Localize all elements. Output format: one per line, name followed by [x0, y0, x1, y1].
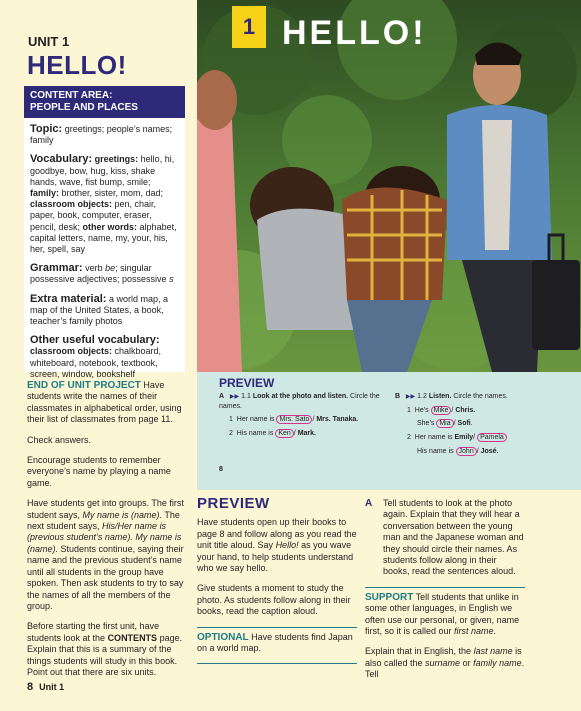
teacher-preview-title: PREVIEW [197, 495, 270, 512]
exercise-a-track: 1.1 [241, 393, 251, 400]
support-italic: first name [454, 626, 494, 637]
grammar-be: be [105, 263, 116, 274]
item-text: Her name is [414, 434, 453, 441]
exercise-b-item-2b [417, 447, 499, 456]
surname-note [365, 646, 525, 680]
circled-answer: Mia [436, 419, 453, 428]
circled-answer: Pamela [477, 433, 507, 442]
exercise-a-note-letter: A [365, 498, 373, 509]
photo-title: HELLO! [282, 14, 427, 52]
surname-italic-3: family name [473, 657, 522, 668]
surname-italic-1: last name [473, 646, 513, 657]
vocab-greetings: hello, hi, goodbye, bow, hug, kiss, shake hands, wave, fist bump, smile; [30, 154, 175, 187]
answer-option: Mrs. Tanaka. [316, 416, 359, 423]
page-footer [27, 681, 64, 693]
section-divider [197, 663, 357, 664]
separator: / [312, 416, 315, 423]
student-preview-title: PREVIEW [219, 376, 275, 390]
exercise-a-letter: A [219, 393, 225, 400]
item-text: Her name is [236, 416, 275, 423]
project-label: END OF UNIT PROJECT [27, 380, 141, 391]
vocab-family: brother, sister, mom, dad; [59, 188, 164, 199]
vocab-other: alphabet, capital letters, name, my, your, his, her, spell, say [30, 221, 177, 255]
name-game-intro: Encourage students to remember everyone’s name by playing a name game. [27, 455, 171, 488]
project-text: Have students write the names of their classmates in alphabetical order, using their list of classmates from page 11. [27, 380, 182, 425]
contents-text-1: Before starting the first unit, have students look at the [27, 621, 160, 643]
unit-title: HELLO! [27, 50, 127, 80]
audio-icon: ▶▶ [405, 394, 416, 400]
answer-option: Emily [454, 434, 474, 441]
grammar-entry [30, 263, 179, 285]
content-area-heading-line2: PEOPLE AND PLACES [30, 102, 138, 113]
content-area-heading [24, 86, 185, 118]
exercise-a-direction-tail: Circle the names. [219, 393, 380, 410]
vocab-classroom-label: classroom objects: [30, 199, 113, 210]
topic-entry [30, 124, 179, 146]
answer-option: Mark. [297, 430, 316, 437]
exercise-a-item-1 [229, 415, 358, 424]
circled-answer: Mrs. Sato [276, 415, 312, 424]
content-area-box [24, 86, 185, 379]
answer-option: Chris. [455, 407, 476, 414]
optional-text: Have students find Japan on a world map. [197, 631, 353, 654]
optional-label: OPTIONAL [197, 631, 249, 643]
support-label: SUPPORT [365, 591, 414, 603]
separator: / [473, 434, 476, 441]
preview-paragraph-2: Give students a moment to study the photo. As students follow along in their books, read the caption aloud. [197, 583, 351, 617]
exercise-b-item-1b [417, 419, 473, 428]
exercise-b-track: 1.2 [417, 393, 427, 400]
exercise-b-item-1 [407, 406, 475, 415]
student-page-number: 8 [219, 466, 223, 473]
section-divider [365, 587, 525, 588]
exercise-b-direction-tail: Circle the names. [451, 393, 508, 400]
item-text: His name is [236, 430, 274, 437]
contents-note [27, 621, 187, 678]
other-vocabulary-sub-label: classroom objects: [30, 346, 113, 357]
unit-label: UNIT 1 [28, 34, 70, 49]
surname-text-2: is also called the [365, 646, 522, 668]
topic-label: Topic: [30, 123, 63, 135]
check-answers: Check answers. [27, 434, 92, 445]
surname-text-3: or [460, 657, 474, 668]
item-text: His name is [417, 448, 454, 455]
exercise-a-note [365, 498, 525, 578]
grammar-label: Grammar: [30, 262, 83, 275]
exercise-b-letter: B [395, 393, 401, 400]
preview-p1-text-2: as you wave your hand, to help students understand who we say hello. [197, 540, 354, 574]
surname-text-1: Explain that in English, the [365, 646, 474, 657]
left-column [0, 0, 190, 711]
other-vocabulary-text: chalkboard, whiteboard, notebook, textbook, screen, window, bookshelf [30, 346, 162, 379]
exercise-b-instruction [395, 392, 575, 402]
other-vocabulary-label: Other useful vocabulary: [30, 334, 160, 347]
section-divider [197, 627, 357, 628]
vocab-family-label: family: [30, 188, 60, 199]
audio-icon: ▶▶ [229, 394, 240, 400]
contents-text-2: page. Explain that this is a summary of the things students will study in this book. Point out that there are six units. [27, 632, 183, 677]
answer-option: Sofi [457, 420, 471, 427]
grammar-verb: verb [82, 263, 106, 274]
teacher-notes-right-column [365, 498, 525, 690]
separator: / [453, 420, 456, 427]
item-number: 1 [407, 407, 411, 414]
support-note [365, 592, 525, 638]
support-text-1: Tell students that unlike in some other languages, in English we often use our personal, or given, name first, so it is called our [365, 591, 520, 637]
separator: / [476, 448, 479, 455]
circled-answer: John [456, 447, 477, 456]
topic-text: greetings; people’s names; family [30, 124, 173, 146]
exercise-b-direction: Listen. [428, 393, 452, 400]
unit-number-badge: 1 [232, 6, 266, 48]
item-number: 2 [229, 430, 233, 437]
item-text: She’s [417, 420, 435, 427]
vocabulary-label: Vocabulary: [30, 153, 93, 166]
extra-material-entry [30, 294, 179, 328]
surname-italic-2: surname [425, 657, 461, 668]
vocab-greetings-label: greetings: [92, 154, 139, 165]
groups-text-3: Students continue, saying their name and the previous student’s name until all students in the group have spoken. Then ask students to try to say the names of all the members of the group. [27, 543, 184, 611]
grammar-s: s [169, 274, 174, 285]
item-text: He’s [414, 407, 429, 414]
support-text-2: . [493, 626, 497, 637]
extra-material-label: Extra material: [30, 292, 107, 305]
greeting-photo-illustration [197, 0, 581, 372]
groups-italic-1: My name is (name). [82, 509, 163, 520]
preview-paragraph-1 [197, 517, 357, 574]
page-number: 8 [27, 681, 34, 693]
contents-bold: CONTENTS [107, 632, 158, 643]
teacher-preview-column [197, 495, 357, 668]
surname-text-4: . Tell [365, 657, 525, 680]
separator: / [451, 407, 454, 414]
vocab-classroom: pen, chair, paper, book, computer, eraser, pencil, desk; [30, 199, 157, 232]
exercise-a-note-text: Tell students to look at the photo again. Explain that they will hear a conversation between the young man and the Japanese woman and they should circle their names. As students follow along in their books, read the sentences aloud. [383, 498, 524, 577]
item-number: 1 [229, 416, 233, 423]
vocabulary-entry [30, 154, 179, 255]
left-teacher-notes [27, 380, 187, 687]
student-page-preview [197, 372, 581, 490]
preview-p1-text-1: Have students open up their books to page 8 and follow along as you read the unit title aloud. Say [197, 517, 357, 551]
groups-text-1: Have students get into groups. The first student says, [27, 498, 184, 520]
exercise-a-instruction [219, 392, 399, 411]
exercise-a-item-2 [229, 429, 316, 438]
extra-material-text: a world map, a map of the United States, a book, teacher’s family photos [30, 293, 168, 327]
end-of-unit-project [27, 380, 187, 426]
grammar-rest: ; singular possessive adjectives; possessive [30, 263, 170, 285]
vocab-other-label: other words: [80, 221, 138, 232]
item-number: 2 [407, 434, 411, 441]
name-game-steps [27, 498, 187, 612]
content-area-heading-line1: CONTENT AREA: [30, 90, 113, 101]
groups-text-2: The next student says, [27, 509, 180, 532]
groups-italic-2: His/Her name is (previous student’s name). My name is (name). [27, 521, 182, 554]
item-end: . [470, 420, 473, 427]
exercise-b-item-2 [407, 433, 507, 442]
unit-opener-photo [197, 0, 581, 372]
other-vocabulary-entry [30, 335, 179, 380]
optional-note [197, 632, 357, 655]
footer-unit: Unit 1 [39, 682, 65, 692]
preview-p1-italic: Hello! [275, 540, 299, 551]
separator: / [293, 430, 296, 437]
circled-answer: Mike [431, 406, 452, 415]
answer-option: José. [480, 448, 499, 455]
circled-answer: Ken [275, 429, 293, 438]
exercise-a-direction: Look at the photo and listen. [252, 393, 349, 400]
